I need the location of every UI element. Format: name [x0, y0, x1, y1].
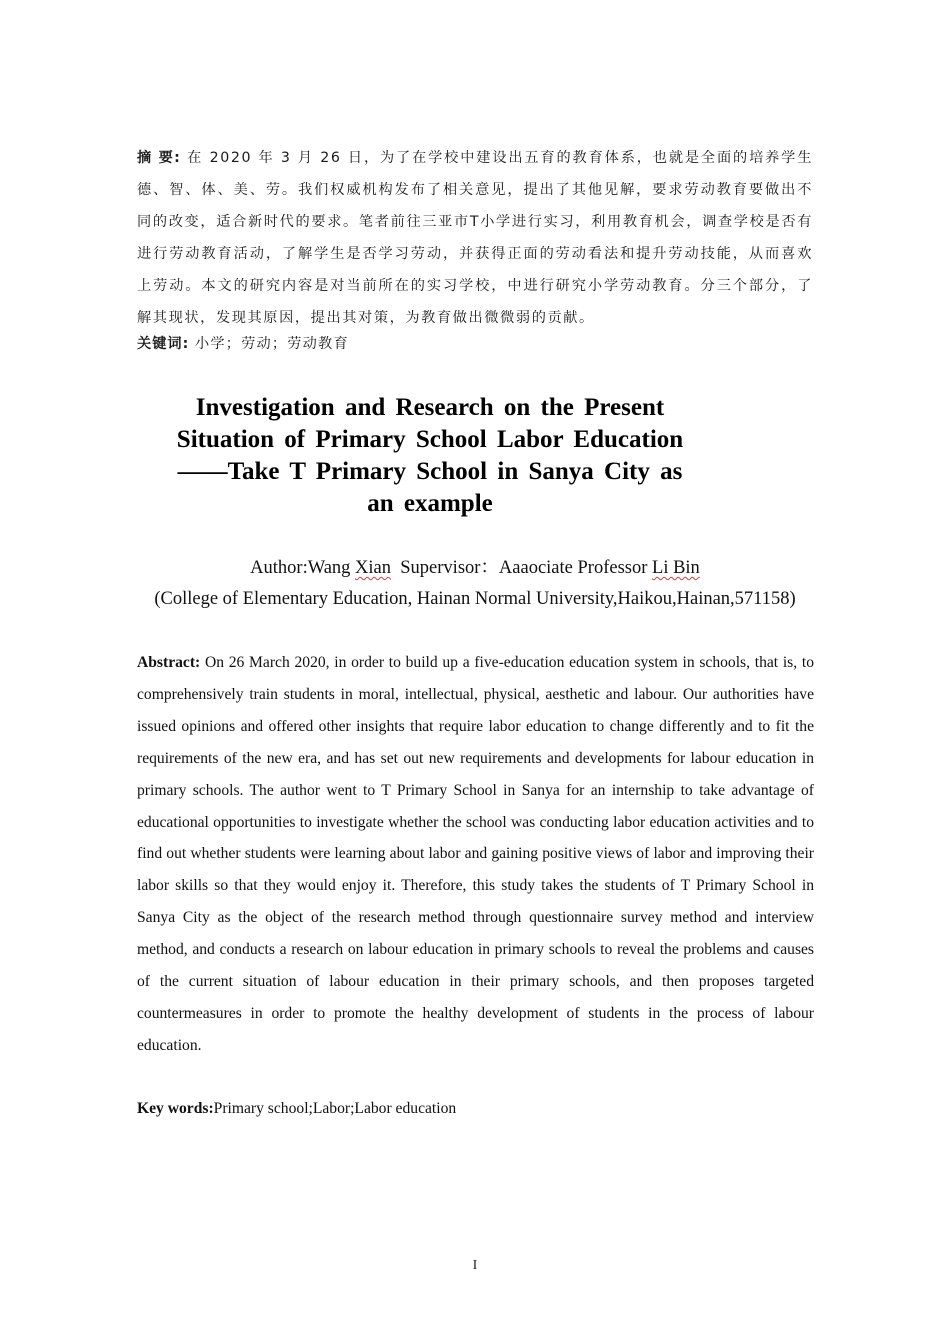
- english-abstract: [137, 647, 814, 1062]
- english-title-line-1: Investigation and Research on the Present: [195, 394, 665, 421]
- chinese-abstract-label: 摘 要:: [137, 150, 181, 166]
- affiliation: (College of Elementary Education, Hainan Normal University,Haikou,Hainan,571158): [154, 589, 796, 609]
- english-keywords-text: Primary school;Labor;Labor education: [213, 1100, 457, 1117]
- author-prefix: Author:Wang: [250, 558, 356, 578]
- chinese-abstract: [137, 142, 813, 334]
- english-title-line-2: Situation of Primary School Labor Education: [176, 426, 684, 453]
- chinese-keywords-text: 小学；劳动；劳动教育: [189, 336, 349, 352]
- author-surname: Xian: [355, 558, 392, 578]
- english-title: [140, 392, 720, 520]
- chinese-keywords: [137, 332, 813, 356]
- author-line: [0, 555, 950, 581]
- english-abstract-text: On 26 March 2020, in order to build up a five-education education system in schools, that is, to comprehensively train students in moral, intellectual, physical, aesthetic and labour. Our authorities have issued opinions and offered other insights that require labor education to change differently and to fit the requirements of the new era, and has set out new requirements and developments for labour education in primary schools. The author went to T Primary School in Sanya for an internship to take advantage of educational opportunities to investigate whether the school was conducting labor education activities and to find out whether students were learning about labor and gaining positive views of labor and improving their labor skills so that they would enjoy it. Therefore, this study takes the students of T Primary School in Sanya City as the object of the research method through questionnaire survey method and interview method, and conducts a research on labour education in primary schools to reveal the problems and causes of the current situation of labour education in their primary schools, and then proposes targeted countermeasures in order to promote the healthy development of students in the process of labour education.: [137, 654, 814, 1054]
- english-abstract-label: Abstract:: [137, 654, 201, 671]
- english-title-line-3: ——Take T Primary School in Sanya City as: [177, 458, 683, 485]
- page-number: I: [472, 1258, 478, 1273]
- chinese-abstract-text: 在 2020 年 3 月 26 日，为了在学校中建设出五育的教育体系，也就是全面的培养学生德、智、体、美、劳。我们权威机构发布了相关意见，提出了其他见解，要求劳动教育要做出不同的改变，适合新时代的要求。笔者前往三亚市T小学进行实习，利用教育机会，调查学校是否有进行劳动教育活动，了解学生是否学习劳动，并获得正面的劳动看法和提升劳动技能，从而喜欢上劳动。本文的研究内容是对当前所在的实习学校，中进行研究小学劳动教育。分三个部分，了解其现状，发现其原因，提出其对策，为教育做出微微弱的贡献。: [137, 150, 813, 326]
- supervisor-name: Li Bin: [652, 558, 700, 578]
- english-title-line-4: an example: [367, 490, 493, 517]
- english-keywords: [137, 1095, 814, 1123]
- supervisor-prefix: Supervisor：Aaaociate Professor: [391, 558, 653, 578]
- chinese-keywords-label: 关键词:: [137, 336, 190, 352]
- english-keywords-label: Key words:: [137, 1100, 214, 1117]
